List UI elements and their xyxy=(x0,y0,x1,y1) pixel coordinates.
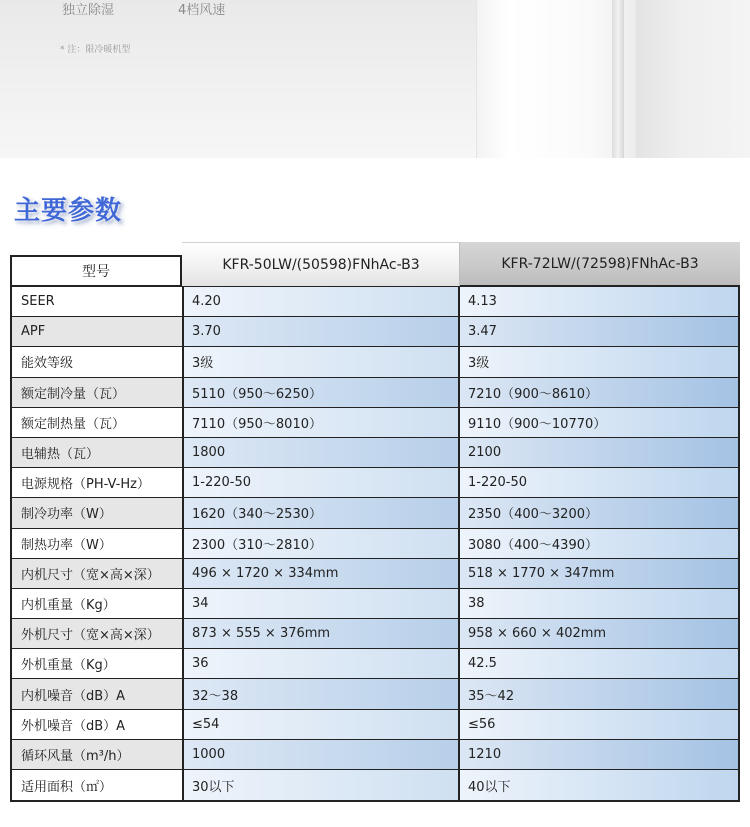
table-row xyxy=(12,559,738,589)
model-b-value: 1-220-50 xyxy=(460,468,738,497)
row-label: 电辅热（瓦） xyxy=(12,438,184,467)
model-b-value: 40以下 xyxy=(460,770,738,800)
row-label: 内机尺寸（宽×高×深） xyxy=(12,559,184,588)
model-b-value: 3.47 xyxy=(460,317,738,346)
table-row xyxy=(12,408,738,438)
banner-note: * 注：限冷暖机型 xyxy=(60,45,131,55)
product-image-stripe xyxy=(612,0,624,158)
spec-table xyxy=(10,242,740,802)
section-title: 主要参数 xyxy=(14,196,123,226)
table-row xyxy=(12,589,738,619)
row-label: 能效等级 xyxy=(12,347,184,376)
feature-fan-speed: 4档风速 xyxy=(178,3,226,18)
table-header xyxy=(10,242,740,285)
row-label: 电源规格（PH-V-Hz） xyxy=(12,468,184,497)
model-b-value: 2350（400～3200） xyxy=(460,498,738,527)
table-body xyxy=(10,285,740,802)
model-b-value: 42.5 xyxy=(460,649,738,678)
model-a-value: 1800 xyxy=(184,438,460,467)
row-label: 制冷功率（W） xyxy=(12,498,184,527)
table-row xyxy=(12,287,738,317)
model-a-value: 3级 xyxy=(184,347,460,376)
model-a-value: 7110（950～8010） xyxy=(184,408,460,437)
table-row xyxy=(12,468,738,498)
table-row xyxy=(12,438,738,468)
header-model-b: KFR-72LW/(72598)FNhAc-B3 xyxy=(460,242,740,285)
table-row xyxy=(12,498,738,528)
model-a-value: 4.20 xyxy=(184,287,460,316)
row-label: 外机噪音（dB）A xyxy=(12,710,184,739)
top-banner xyxy=(0,0,750,158)
row-label: 外机尺寸（宽×高×深） xyxy=(12,619,184,648)
model-b-value: 1210 xyxy=(460,740,738,769)
model-a-value: 3.70 xyxy=(184,317,460,346)
row-label: APF xyxy=(12,317,184,346)
model-a-value: 5110（950～6250） xyxy=(184,378,460,407)
model-b-value: 35～42 xyxy=(460,679,738,708)
table-row xyxy=(12,649,738,679)
feature-dehumidify: 独立除湿 xyxy=(62,3,115,18)
row-label: 额定制冷量（瓦） xyxy=(12,378,184,407)
row-label: 制热功率（W） xyxy=(12,529,184,558)
model-b-value: 38 xyxy=(460,589,738,618)
model-b-value: 958 × 660 × 402mm xyxy=(460,619,738,648)
row-label: 外机重量（Kg） xyxy=(12,649,184,678)
model-b-value: 518 × 1770 × 347mm xyxy=(460,559,738,588)
model-b-value: 4.13 xyxy=(460,287,738,316)
table-row xyxy=(12,317,738,347)
table-row xyxy=(12,347,738,377)
model-b-value: ≤56 xyxy=(460,710,738,739)
model-a-value: 1-220-50 xyxy=(184,468,460,497)
table-row xyxy=(12,529,738,559)
model-a-value: 30以下 xyxy=(184,770,460,800)
model-b-value: 3080（400～4390） xyxy=(460,529,738,558)
row-label: 适用面积（㎡） xyxy=(12,770,184,800)
row-label: 循环风量（m³/h） xyxy=(12,740,184,769)
table-row xyxy=(12,770,738,800)
model-b-value: 9110（900～10770） xyxy=(460,408,738,437)
row-label: 内机重量（Kg） xyxy=(12,589,184,618)
model-a-value: 2300（310～2810） xyxy=(184,529,460,558)
model-a-value: 36 xyxy=(184,649,460,678)
table-row xyxy=(12,619,738,649)
header-model-label: 型号 xyxy=(10,255,182,285)
model-a-value: 496 × 1720 × 334mm xyxy=(184,559,460,588)
model-b-value: 7210（900～8610） xyxy=(460,378,738,407)
table-row xyxy=(12,679,738,709)
model-a-value: ≤54 xyxy=(184,710,460,739)
model-a-value: 34 xyxy=(184,589,460,618)
product-image-edge xyxy=(636,0,750,158)
header-model-a: KFR-50LW/(50598)FNhAc-B3 xyxy=(182,242,460,286)
model-b-value: 2100 xyxy=(460,438,738,467)
row-label: SEER xyxy=(12,287,184,316)
model-a-value: 1620（340～2530） xyxy=(184,498,460,527)
model-b-value: 3级 xyxy=(460,347,738,376)
row-label: 内机噪音（dB）A xyxy=(12,679,184,708)
table-row xyxy=(12,378,738,408)
table-row xyxy=(12,740,738,770)
model-a-value: 32～38 xyxy=(184,679,460,708)
model-a-value: 1000 xyxy=(184,740,460,769)
table-row xyxy=(12,710,738,740)
model-a-value: 873 × 555 × 376mm xyxy=(184,619,460,648)
row-label: 额定制热量（瓦） xyxy=(12,408,184,437)
